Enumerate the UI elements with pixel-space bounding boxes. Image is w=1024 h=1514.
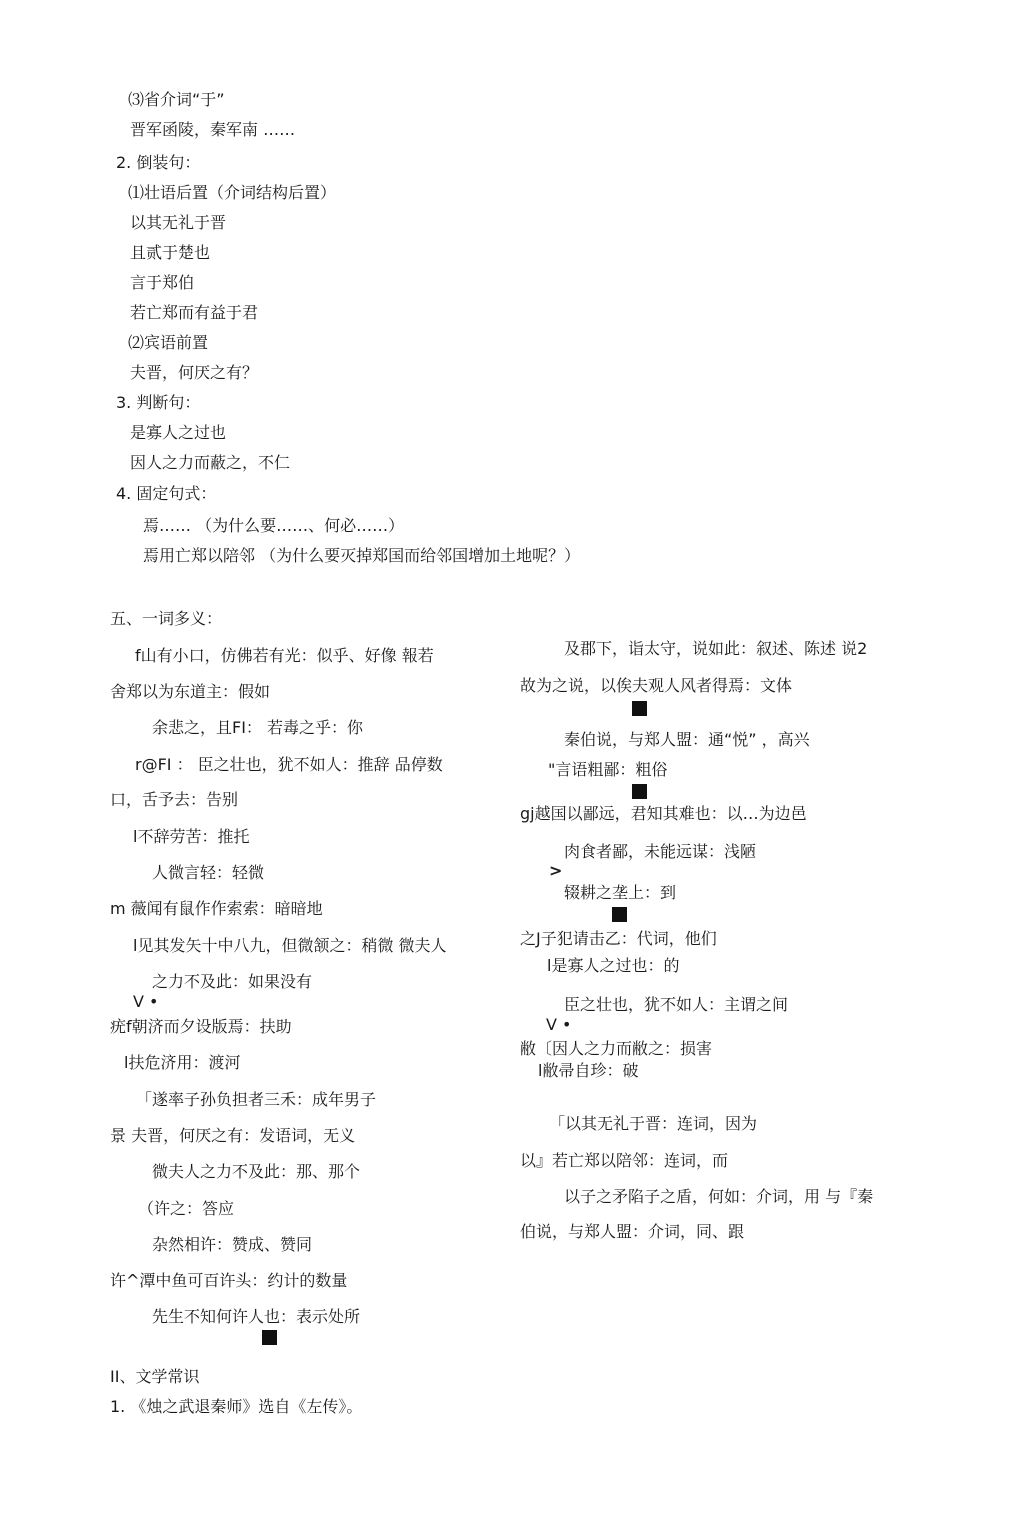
polysemy-mark: V • [546,1015,572,1034]
polysemy-line: 舍郑以为东道主：假如 [110,682,271,701]
section-heading: 2. 倒装句： [116,153,201,172]
polysemy-line: gj越国以鄙远，君知其难也：以…为边邑 [520,804,807,823]
subsection-heading: ⑴壮语后置（介词结构后置） [128,183,337,202]
black-square-mark [262,1330,277,1345]
polysemy-line: l敝帚自珍：破 [538,1061,639,1080]
example-line: 以其无礼于晋 [130,213,227,232]
polysemy-line: 先生不知何许人也：表示处所 [152,1307,361,1326]
polysemy-line: 伯说，与郑人盟：介词，同、跟 [520,1222,745,1241]
black-square-mark [612,907,627,922]
section-title: 五、一词多义： [110,609,223,628]
example-line: 晋军函陵，秦军南 …… [130,120,296,139]
black-square-mark [632,784,647,799]
section-title: II、文学常识 [110,1367,200,1386]
list-item: 1. 《烛之武退秦师》选自《左传》。 [110,1397,363,1416]
polysemy-line: 之J子犯请击乙：代词，他们 [520,929,717,948]
polysemy-line: 「遂率子孙负担者三禾：成年男子 [136,1090,377,1109]
polysemy-line: 肉食者鄙，未能远谋：浅陋 [564,842,757,861]
polysemy-line: （许之：答应 [138,1199,235,1218]
polysemy-line: f山有小口，仿佛若有光：似乎、好像 報若 [135,646,434,665]
polysemy-line: 臣之壮也，犹不如人：主谓之间 [564,995,789,1014]
polysemy-line: 疣f朝济而夕设版焉：扶助 [110,1017,292,1036]
subsection-heading: ⑵宾语前置 [128,333,209,352]
example-line: 若亡郑而有益于君 [130,303,259,322]
polysemy-line: 故为之说，以俟夫观人风者得焉：文体 [520,676,793,695]
section-heading: 4. 固定句式： [116,484,217,503]
example-line: 因人之力而蔽之，不仁 [130,453,291,472]
polysemy-line: 余悲之，且FI： 若毒之乎：你 [152,718,364,737]
polysemy-line: 敝〔因人之力而敝之：损害 [520,1039,713,1058]
polysemy-line: 口，舌予去：告别 [110,790,239,809]
example-line: 焉用亡郑以陪邻 （为什么要灭掉郑国而给邻国增加土地呢？） [143,546,581,565]
polysemy-line: l是寡人之过也：的 [547,956,680,975]
polysemy-line: l见其发矢十中八九，但微颔之：稍微 微夫人 [133,936,447,955]
black-square-mark [632,701,647,716]
polysemy-line: l不辞劳苦：推托 [133,827,250,846]
polysemy-line: 景 夫晋，何厌之有：发语词，无义 [110,1126,356,1145]
section-heading: 3. 判断句： [116,393,201,412]
polysemy-line: 辍耕之垄上：到 [564,883,677,902]
polysemy-line: m 薇闻有鼠作作索索：暗暗地 [110,899,323,918]
example-line: 焉…… （为什么要……、何必……） [143,516,405,535]
polysemy-line: 许^潭中鱼可百许头：约计的数量 [110,1271,348,1290]
polysemy-mark: > [549,861,563,880]
polysemy-line: 及郡下，诣太守，说如此：叙述、陈述 说2 [564,639,868,658]
example-line: 夫晋，何厌之有？ [130,363,259,382]
polysemy-line: l扶危济用：渡河 [124,1053,241,1072]
polysemy-line: 微夫人之力不及此：那、那个 [152,1162,361,1181]
example-line: 言于郑伯 [130,273,195,292]
polysemy-mark: V • [133,992,159,1011]
polysemy-line: 之力不及此：如果没有 [152,972,313,991]
polysemy-line: "言语粗鄙：粗俗 [548,760,668,779]
polysemy-line: 以子之矛陷子之盾，何如：介词，用 与『秦 [564,1187,874,1206]
polysemy-line: 以』若亡郑以陪邻：连词，而 [520,1151,729,1170]
example-line: 是寡人之过也 [130,423,227,442]
example-line: 且贰于楚也 [130,243,211,262]
polysemy-line: 人微言轻：轻微 [152,863,265,882]
polysemy-line: 「以其无礼于晋：连词，因为 [549,1114,758,1133]
polysemy-line: 秦伯说，与郑人盟：通“悦” ，高兴 [564,730,810,749]
subsection-heading: ⑶省介词“于” [128,90,225,109]
polysemy-line: r@FI ： 臣之壮也，犹不如人：推辞 品停数 [135,755,443,774]
polysemy-line: 杂然相许：赞成、赞同 [152,1235,313,1254]
